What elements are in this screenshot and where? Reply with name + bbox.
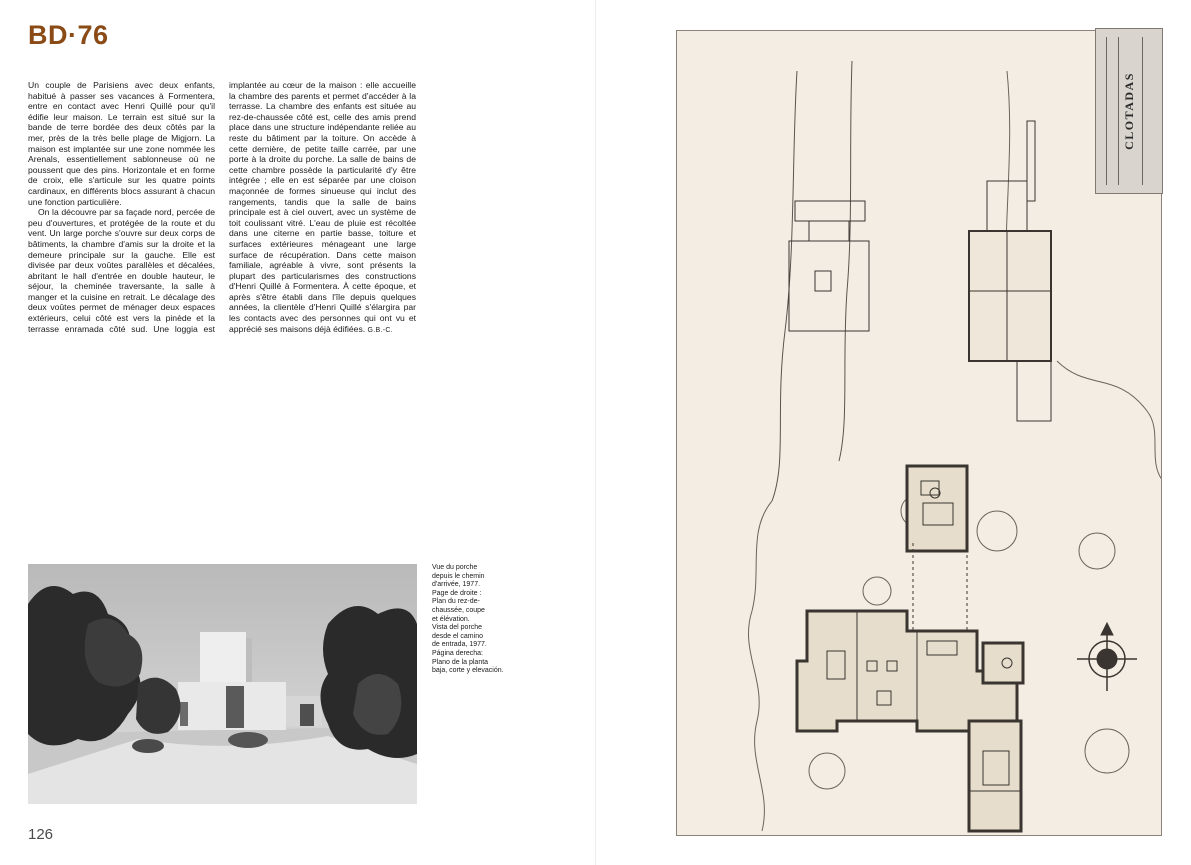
caption-line: de entrada, 1977. bbox=[432, 641, 487, 649]
article-paragraph-2-text: On la découvre par sa façade nord, percée de peu d'ouvertures, et protégée de la route et du vent. Un large porche s'ouvre sur deux corps de bâtiments, la chambre d'amis sur la droite et la demeure principale sur la gauche. Elle est divisée par deux voûtes parallèles et décalées, abritant le hall d'entrée en double hauteur, le séjour, la cheminée traversante, la salle à manger et la cuisine en retrait. Le décalage des deux voûtes permet de ménager deux espaces extérieurs, celui côté est vers la pinède et la terrasse enramada côté sud. Une loggia est implantée au cœur de la maison : elle accueille la chambre des parents et permet d'accéder à la terrasse. La chambre des enfants est située au rez-de-chaussée côté est, celle des amis prend place dans une structure indépendante reliée au reste du bâtiment par la toiture. On accède à cette dernière, de petite taille carrée, par une porte à la droite du porche. La salle de bains de cette chambre possède la particularité d'y être intégrée ; elle en est séparée par une cloison maçonnée de formes sinueuse qui inclut des rangements, tandis que la salle de bains principale est à ciel ouvert, avec un système de toit coulissant vitré. L'eau de pluie est récoltée dans une citerne en partie basse, toiture et surfaces extérieures ménageant une large surface de récupération. Dans cette maison familiale, agréable à vivre, sont présents la plupart des particularismes des constructions d'Henri Quillé à Formentera. À cette époque, et après s'être établi dans l'île depuis quelques années, la clientèle d'Henri Quillé s'élargira par les contacts avec des personnes qui ont vu et apprécié ses maisons déjà édifiées. bbox=[28, 80, 416, 334]
caption-line: Plan du rez-de- bbox=[432, 598, 480, 606]
stamp-rule bbox=[1142, 37, 1143, 185]
porch-photo-illustration bbox=[28, 564, 417, 804]
caption-line: chaussée, coupe bbox=[432, 606, 485, 614]
article-paragraph-1: Un couple de Parisiens avec deux enfants, habitué à passer ses vacances à Formentera, entre en contact avec Henri Quillé pour qu'il édifie leur maison. Le terrain est situé sur la bande de terre bordée des deux côtés par la mer, près de la très belle plage de Migjorn. La maison est implantée sur une zone nommée les Arenals, essentiellement sablonneuse où ne poussent que des pins. Horizontale et en forme de croix, elle s'articule sur les quatre points cardinaux, en différents blocs assurant à chacun une fonction particulière. bbox=[28, 80, 215, 207]
stamp-rule bbox=[1118, 37, 1119, 185]
author-signature: G.B.-C. bbox=[367, 326, 393, 334]
caption-line: et élévation. bbox=[432, 615, 470, 623]
plan-title-block bbox=[1095, 28, 1163, 194]
caption-line: Página derecha: bbox=[432, 649, 483, 657]
page-gutter bbox=[595, 0, 596, 865]
article-body bbox=[28, 80, 416, 336]
caption-line: baja, corte y elevación. bbox=[432, 667, 504, 675]
page-title: BD·76 bbox=[28, 20, 109, 50]
photo-caption bbox=[432, 564, 510, 676]
caption-line: d'arrivée, 1977. bbox=[432, 581, 481, 589]
caption-line: Plano de la planta bbox=[432, 658, 489, 666]
plan-drawing bbox=[677, 31, 1162, 836]
caption-line: Vue du porche bbox=[432, 564, 478, 571]
caption-line: Page de droite : bbox=[432, 589, 482, 597]
caption-line: depuis le chemin bbox=[432, 572, 485, 580]
caption-line: desde el camino bbox=[432, 632, 483, 640]
caption-line: Vista del porche bbox=[432, 624, 483, 632]
house-photo bbox=[28, 564, 417, 804]
architectural-plan bbox=[676, 30, 1162, 836]
stamp-rule bbox=[1106, 37, 1107, 185]
page-number: 126 bbox=[28, 826, 54, 843]
stamp-heading: CLOTADAS bbox=[1122, 72, 1136, 150]
